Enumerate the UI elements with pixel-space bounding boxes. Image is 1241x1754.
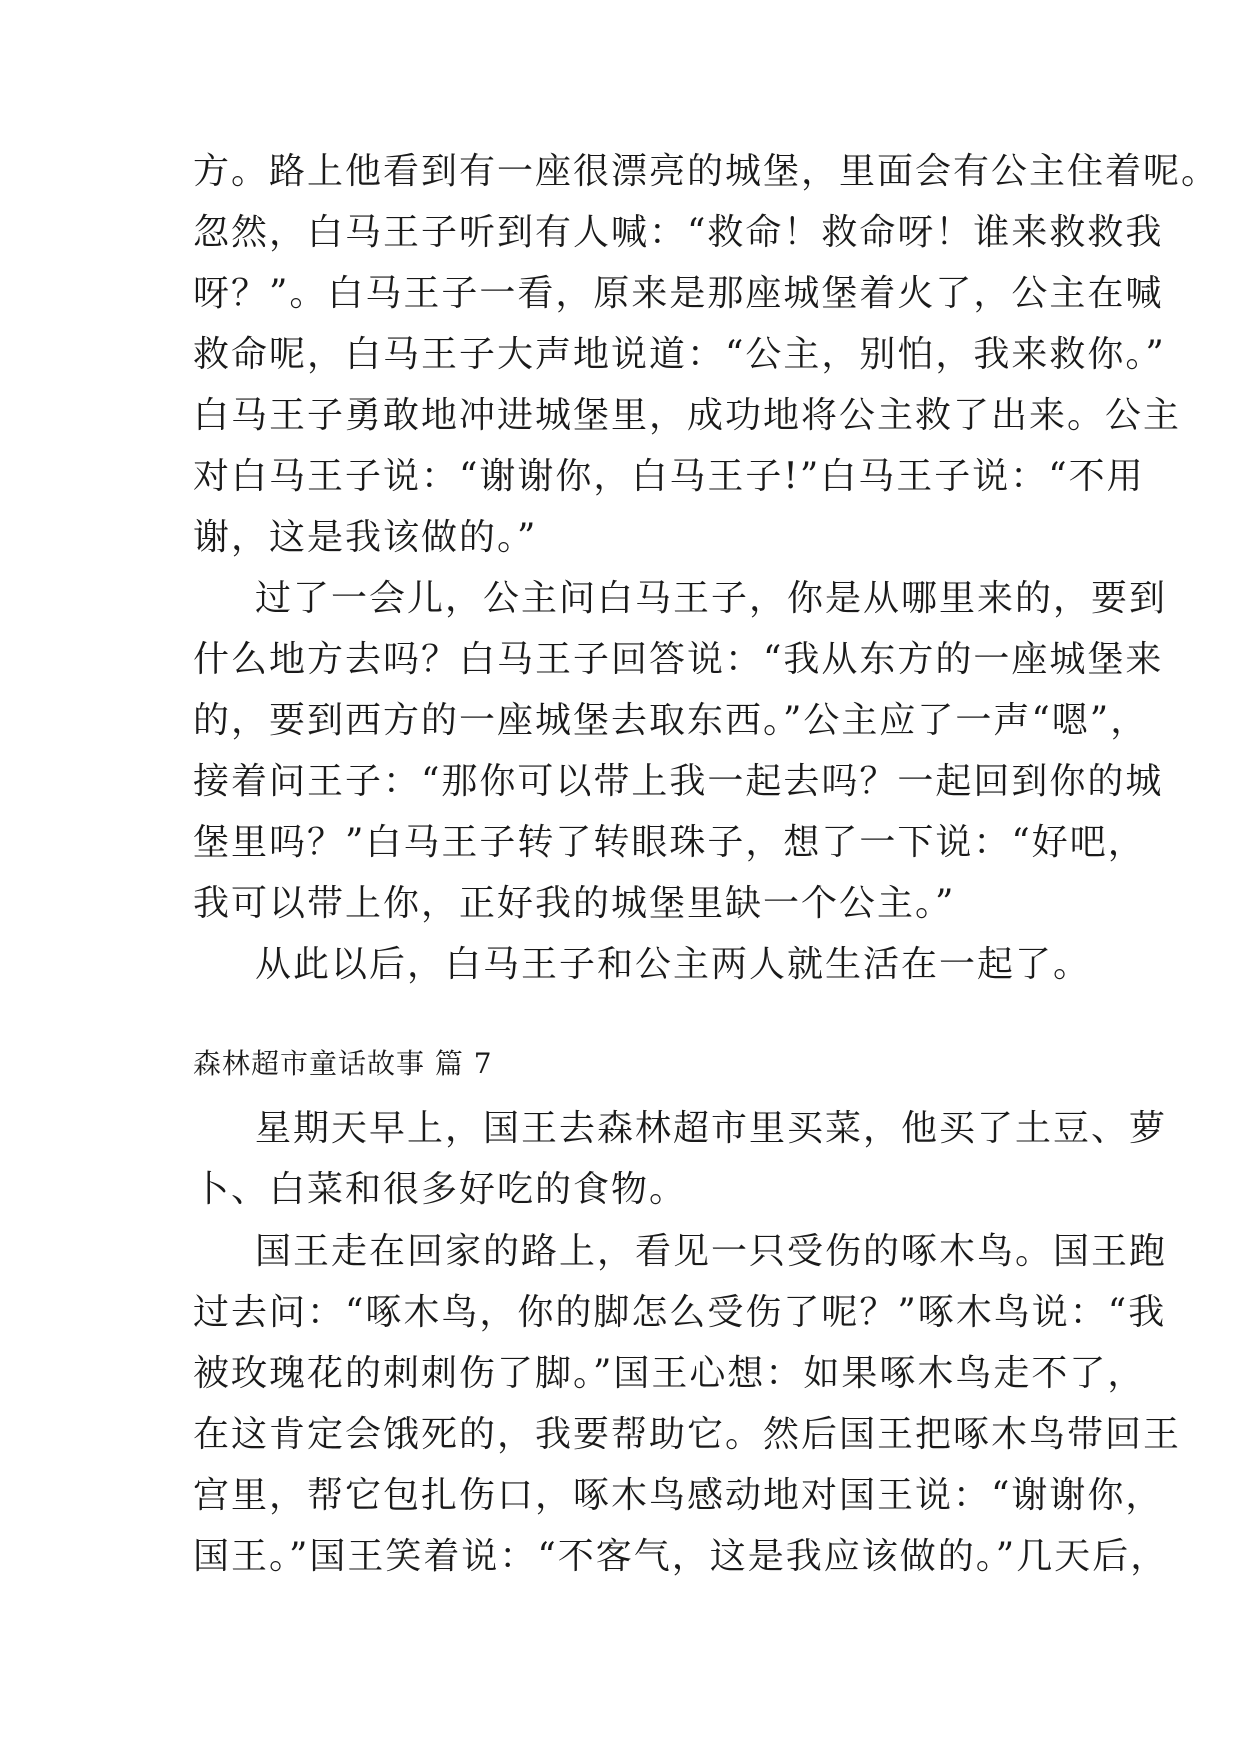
text-line: 堡里吗？”白马王子转了转眼珠子，想了一下说：“好吧， [193, 822, 1146, 863]
text-line: 国王。”国王笑着说：“不客气，这是我应该做的。”几天后， [193, 1536, 1169, 1577]
text-line: 过去问：“啄木鸟，你的脚怎么受伤了呢？”啄木鸟说：“我 [193, 1292, 1167, 1333]
text-line: 对白马王子说：“谢谢你，白马王子!”白马王子说：“不用 [193, 456, 1145, 497]
text-line: 宫里，帮它包扎伤口，啄木鸟感动地对国王说：“谢谢你， [193, 1475, 1164, 1516]
text-line: 方。路上他看到有一座很漂亮的城堡，里面会有公主住着呢。 [193, 151, 1220, 192]
text-line: 从此以后，白马王子和公主两人就生活在一起了。 [255, 944, 1092, 985]
text-line: 被玫瑰花的刺刺伤了脚。”国王心想：如果啄木鸟走不了， [193, 1353, 1146, 1394]
text-line: 的，要到西方的一座城堡去取东西。”公主应了一声“嗯”， [193, 700, 1149, 741]
text-line: 谢，这是我该做的。” [193, 517, 538, 558]
text-line: 救命呢，白马王子大声地说道：“公主，别怕，我来救你。” [193, 334, 1166, 375]
text-line: 接着问王子：“那你可以带上我一起去吗？一起回到你的城 [193, 761, 1164, 802]
section-heading: 森林超市童话故事 篇 7 [193, 1047, 493, 1080]
text-line: 什么地方去吗？白马王子回答说：“我从东方的一座城堡来 [193, 639, 1164, 680]
text-line: 过了一会儿，公主问白马王子，你是从哪里来的，要到 [255, 578, 1168, 619]
text-line: 国王走在回家的路上，看见一只受伤的啄木鸟。国王跑 [255, 1231, 1168, 1272]
text-line: 忽然，白马王子听到有人喊：“救命！救命呀！谁来救救我 [193, 212, 1164, 253]
text-line: 我可以带上你，正好我的城堡里缺一个公主。” [193, 883, 956, 924]
text-line: 白马王子勇敢地冲进城堡里，成功地将公主救了出来。公主 [193, 395, 1182, 436]
text-line: 在这肯定会饿死的，我要帮助它。然后国王把啄木鸟带回王 [193, 1414, 1182, 1455]
text-line: 呀？”。白马王子一看，原来是那座城堡着火了，公主在喊 [193, 273, 1164, 314]
text-line: 卜、白菜和很多好吃的食物。 [193, 1169, 688, 1210]
text-line: 星期天早上，国王去森林超市里买菜，他买了土豆、萝 [255, 1108, 1168, 1149]
